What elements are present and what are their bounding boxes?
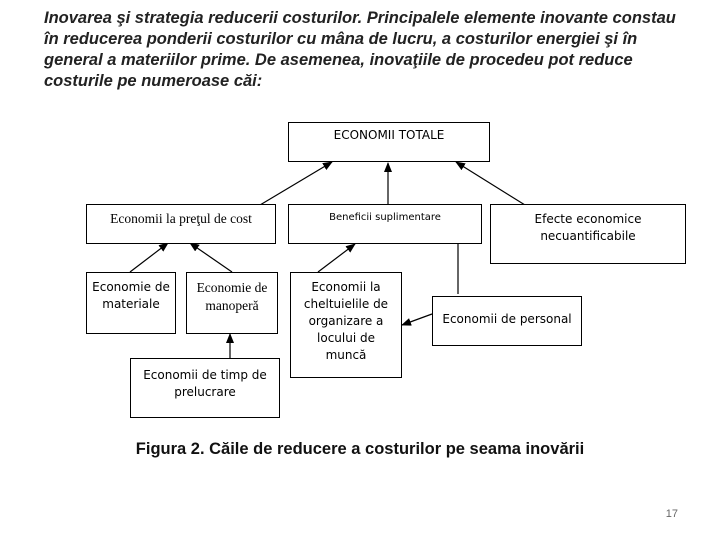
box-personnel-savings [432,296,582,346]
processing-time-label: Economii de timp de prelucrare [143,368,267,399]
labor-label: Economie de manoperă [196,280,268,313]
extra-benefits-label: Beneficii suplimentare [329,212,441,223]
intro-paragraph: Inovarea şi strategia reducerii costurilor. Principalele elemente inovante constau în reducerea ponderii costurilor cu mâna de lucru, a costurilor energiei şi în general a materiilor prime. De asemenea, inovaţiile de procedeu pot reduce costurile pe numeroase căi: [44,9,676,90]
arrow-materials-to-cost [130,243,168,272]
box-processing-time-savings [130,358,280,418]
arrow-personnel-to-workplace [402,314,432,325]
workplace-label: Economii la cheltuielile de organizare a locului de muncă [303,280,389,362]
arrow-cost-to-root [260,162,332,205]
arrow-labor-to-cost [190,243,232,272]
page-number: 17 [665,508,678,520]
root-box-total-savings [288,122,490,162]
materials-label: Economie de materiale [92,280,170,311]
box-extra-benefits [288,204,482,244]
box-materials-savings [86,272,176,334]
cost-price-label: Economii la preţul de cost [110,211,252,226]
box-workplace-savings [290,272,402,378]
box-cost-price-savings [86,204,276,244]
arrow-workplace-to-benefits [318,244,355,272]
personnel-label: Economii de personal [442,312,572,326]
figure-caption: Figura 2. Căile de reducere a costurilor pe seama inovării [135,440,585,458]
unquantifiable-label: Efecte economice necuantificabile [534,212,642,243]
box-unquantifiable-effects [490,204,686,264]
arrow-effects-to-root [456,162,525,205]
root-label: ECONOMII TOTALE [333,128,445,142]
box-labor-savings [186,272,278,334]
